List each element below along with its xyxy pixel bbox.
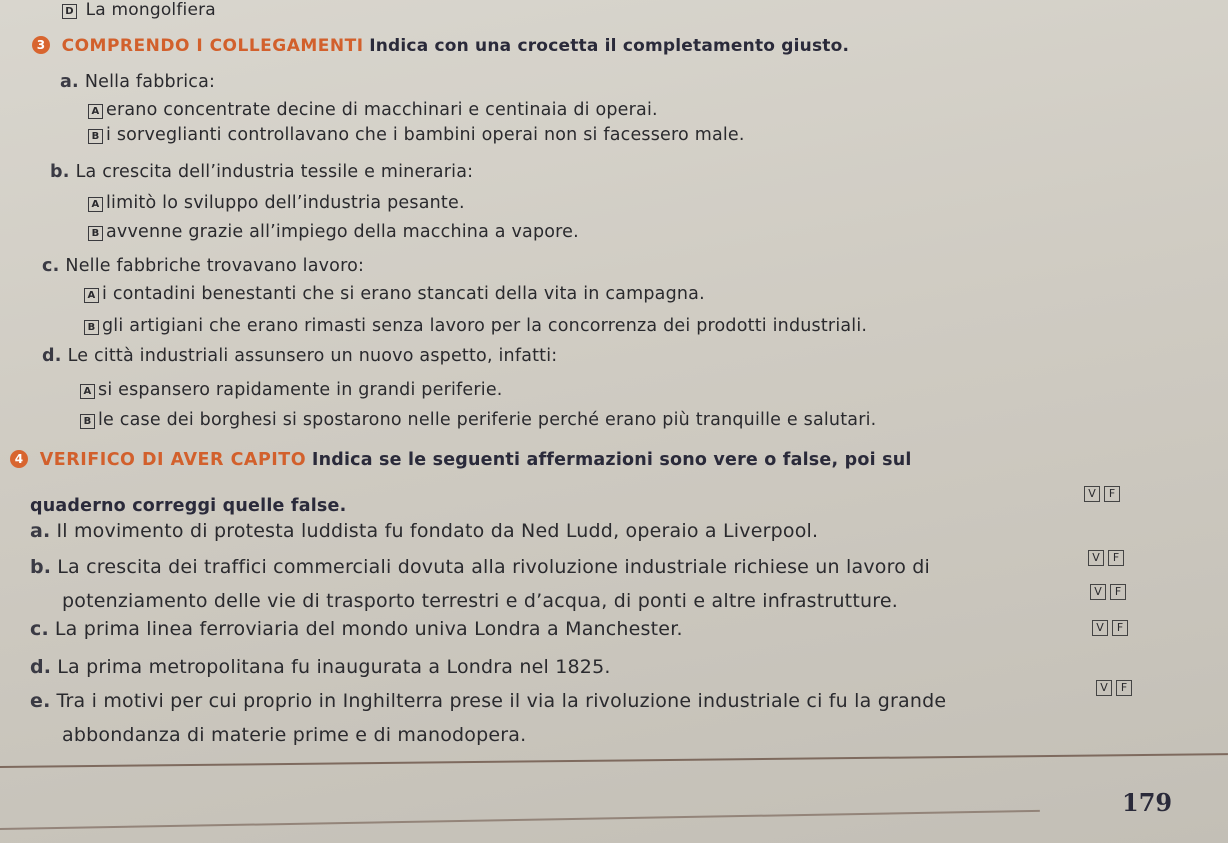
item-text: La crescita dei traffici commerciali dovuta alla rivoluzione industriale richiese un lavoro di bbox=[57, 556, 931, 578]
exercise-4-instruction-cont: quaderno correggi quelle false. bbox=[30, 496, 347, 516]
true-box[interactable]: V bbox=[1092, 620, 1108, 636]
question-letter: d. bbox=[42, 346, 62, 366]
item-letter: c. bbox=[30, 618, 49, 640]
checkbox-b[interactable]: B bbox=[88, 226, 103, 241]
option-text: i sorveglianti controllavano che i bambini operai non si facessero male. bbox=[106, 125, 745, 145]
true-box[interactable]: V bbox=[1090, 584, 1106, 600]
tf-item-a bbox=[30, 520, 818, 542]
item-letter: d. bbox=[30, 656, 52, 678]
item-text-cont: abbondanza di materie prime e di manodopera. bbox=[62, 724, 527, 746]
question-b-option-b[interactable] bbox=[88, 222, 579, 242]
false-box[interactable]: F bbox=[1112, 620, 1128, 636]
item-text-cont: potenziamento delle vie di trasporto terrestri e d’acqua, di ponti e altre infrastrutture. bbox=[62, 590, 898, 612]
exercise-4-heading bbox=[10, 450, 912, 470]
option-text: erano concentrate decine di macchinari e centinaia di operai. bbox=[106, 100, 658, 120]
tf-choice-c bbox=[1090, 580, 1130, 600]
item-text: La prima metropolitana fu inaugurata a Londra nel 1825. bbox=[57, 656, 611, 678]
question-d-option-a[interactable] bbox=[80, 380, 503, 400]
question-a-stem bbox=[60, 72, 215, 92]
page-number: 179 bbox=[1122, 788, 1173, 817]
exercise-3-title: COMPRENDO I COLLEGAMENTI bbox=[61, 36, 364, 56]
question-letter: b. bbox=[50, 162, 70, 182]
checkbox-a[interactable]: A bbox=[88, 104, 103, 119]
exercise-3-instruction: Indica con una crocetta il completamento giusto. bbox=[369, 36, 850, 56]
option-text: limitò lo sviluppo dell’industria pesante. bbox=[106, 193, 465, 213]
question-letter: a. bbox=[60, 72, 79, 92]
question-c-option-a[interactable] bbox=[84, 284, 705, 304]
false-box[interactable]: F bbox=[1116, 680, 1132, 696]
exercise-4-title: VERIFICO DI AVER CAPITO bbox=[39, 450, 307, 470]
tf-choice-a bbox=[1084, 482, 1124, 502]
question-c-option-b[interactable] bbox=[84, 316, 867, 336]
option-text: le case dei borghesi si spostarono nelle periferie perché erano più tranquille e salutari. bbox=[98, 410, 877, 430]
tf-item-b bbox=[30, 556, 930, 578]
true-box[interactable]: V bbox=[1096, 680, 1112, 696]
tf-choice-d bbox=[1092, 616, 1132, 636]
question-stem: Nella fabbrica: bbox=[84, 72, 216, 92]
tf-choice-e bbox=[1096, 676, 1136, 696]
item-text: Tra i motivi per cui proprio in Inghilterra prese il via la rivoluzione industriale ci fu la grande bbox=[56, 690, 947, 712]
tf-item-e bbox=[30, 690, 946, 712]
option-text: avvenne grazie all’impiego della macchina a vapore. bbox=[106, 222, 579, 242]
question-d-stem bbox=[42, 346, 557, 366]
item-letter: e. bbox=[30, 690, 51, 712]
true-box[interactable]: V bbox=[1084, 486, 1100, 502]
true-box[interactable]: V bbox=[1088, 550, 1104, 566]
option-text: i contadini benestanti che si erano stancati della vita in campagna. bbox=[102, 284, 705, 304]
option-box: D bbox=[62, 4, 77, 19]
tf-item-d bbox=[30, 656, 611, 678]
exercise-4-instruction: Indica se le seguenti affermazioni sono vere o false, poi sul bbox=[311, 450, 912, 470]
false-box[interactable]: F bbox=[1104, 486, 1120, 502]
false-box[interactable]: F bbox=[1108, 550, 1124, 566]
option-text: si espansero rapidamente in grandi periferie. bbox=[98, 380, 503, 400]
question-stem: Nelle fabbriche trovavano lavoro: bbox=[65, 256, 365, 276]
false-box[interactable]: F bbox=[1110, 584, 1126, 600]
checkbox-a[interactable]: A bbox=[84, 288, 99, 303]
option-text: gli artigiani che erano rimasti senza lavoro per la concorrenza dei prodotti industriali. bbox=[102, 316, 868, 336]
question-c-stem bbox=[42, 256, 364, 276]
checkbox-a[interactable]: A bbox=[88, 197, 103, 212]
checkbox-a[interactable]: A bbox=[80, 384, 95, 399]
question-a-option-b[interactable] bbox=[88, 125, 745, 145]
checkbox-b[interactable]: B bbox=[88, 129, 103, 144]
exercise-3-number: 3 bbox=[32, 36, 50, 54]
question-stem: Le città industriali assunsero un nuovo aspetto, infatti: bbox=[67, 346, 558, 366]
exercise-3-heading bbox=[32, 36, 849, 56]
question-stem: La crescita dell’industria tessile e mineraria: bbox=[75, 162, 474, 182]
exercise-4-number: 4 bbox=[10, 450, 28, 468]
tf-item-c bbox=[30, 618, 683, 640]
item-letter: b. bbox=[30, 556, 52, 578]
footer-rule bbox=[0, 810, 1040, 830]
question-b-stem bbox=[50, 162, 473, 182]
item-text: Il movimento di protesta luddista fu fondato da Ned Ludd, operaio a Liverpool. bbox=[56, 520, 819, 542]
question-b-option-a[interactable] bbox=[88, 193, 465, 213]
question-d-option-b[interactable] bbox=[80, 410, 876, 430]
top-option-line bbox=[62, 0, 216, 20]
question-letter: c. bbox=[42, 256, 60, 276]
question-a-option-a[interactable] bbox=[88, 100, 658, 120]
bottom-divider bbox=[0, 753, 1228, 768]
top-option-text: La mongolfiera bbox=[85, 0, 216, 20]
checkbox-b[interactable]: B bbox=[80, 414, 95, 429]
checkbox-b[interactable]: B bbox=[84, 320, 99, 335]
item-text: La prima linea ferroviaria del mondo univa Londra a Manchester. bbox=[54, 618, 683, 640]
item-letter: a. bbox=[30, 520, 51, 542]
tf-choice-b bbox=[1088, 546, 1128, 566]
